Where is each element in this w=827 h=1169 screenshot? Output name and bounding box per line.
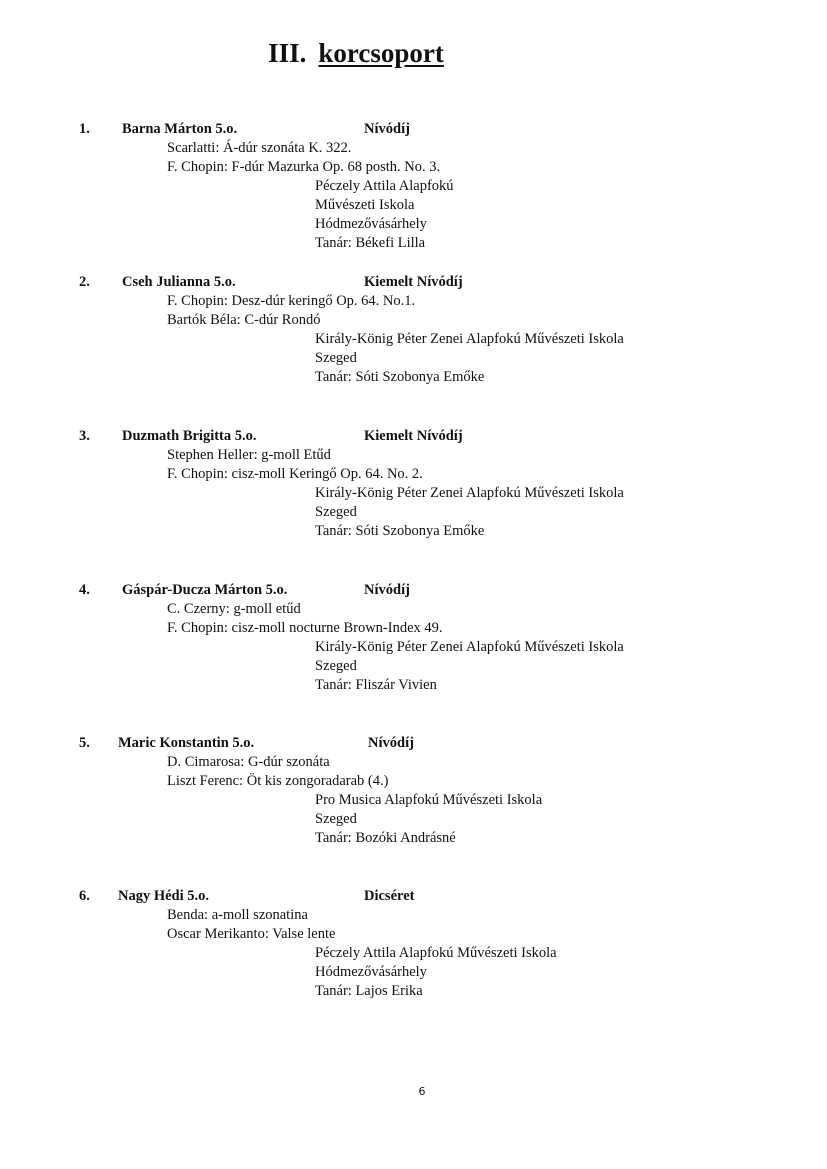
student-name: Maric Konstantin 5.o. xyxy=(118,735,255,751)
student-name: Gáspár-Ducza Márton 5.o. xyxy=(122,582,288,598)
entry-number: 1. xyxy=(79,121,90,137)
page-number: 6 xyxy=(418,1085,426,1098)
award: Kiemelt Nívódíj xyxy=(364,428,463,444)
award: Nívódíj xyxy=(364,121,410,137)
student-name: Nagy Hédi 5.o. xyxy=(118,888,210,904)
piece: Liszt Ferenc: Öt kis zongoradarab (4.) xyxy=(167,773,389,789)
school-line: Király-König Péter Zenei Alapfokú Művészeti Iskola xyxy=(315,639,624,655)
student-name: Duzmath Brigitta 5.o. xyxy=(122,428,257,444)
award: Nívódíj xyxy=(368,735,414,751)
entry-number: 4. xyxy=(79,582,90,598)
piece: Bartók Béla: C-dúr Rondó xyxy=(167,312,321,328)
school-line: Művészeti Iskola xyxy=(315,197,415,213)
group-word: korcsoport xyxy=(318,38,444,68)
piece: Oscar Merikanto: Valse lente xyxy=(167,926,336,942)
award: Nívódíj xyxy=(364,582,410,598)
piece: C. Czerny: g-moll etűd xyxy=(167,601,301,617)
teacher: Tanár: Fliszár Vivien xyxy=(315,677,437,693)
school-line: Szeged xyxy=(315,504,357,520)
group-number: III. xyxy=(268,38,307,68)
school-line: Szeged xyxy=(315,811,357,827)
school-line: Pro Musica Alapfokú Művészeti Iskola xyxy=(315,792,543,808)
teacher: Tanár: Sóti Szobonya Emőke xyxy=(315,369,485,385)
school-line: Hódmezővásárhely xyxy=(315,964,427,980)
teacher: Tanár: Békefi Lilla xyxy=(315,235,426,251)
page-title xyxy=(0,38,712,69)
school-line: Szeged xyxy=(315,658,357,674)
school-line: Szeged xyxy=(315,350,357,366)
entry-number: 5. xyxy=(79,735,90,751)
piece: F. Chopin: cisz-moll nocturne Brown-Index 49. xyxy=(167,620,443,636)
school-line: Hódmezővásárhely xyxy=(315,216,427,232)
piece: Scarlatti: Á-dúr szonáta K. 322. xyxy=(167,140,352,156)
award: Dicséret xyxy=(364,888,415,904)
teacher: Tanár: Sóti Szobonya Emőke xyxy=(315,523,485,539)
piece: F. Chopin: cisz-moll Keringő Op. 64. No. 2. xyxy=(167,466,423,482)
school-line: Király-König Péter Zenei Alapfokú Művészeti Iskola xyxy=(315,485,624,501)
piece: F. Chopin: F-dúr Mazurka Op. 68 posth. No. 3. xyxy=(167,159,441,175)
school-line: Király-König Péter Zenei Alapfokú Művészeti Iskola xyxy=(315,331,624,347)
teacher: Tanár: Bozóki Andrásné xyxy=(315,830,456,846)
student-name: Barna Márton 5.o. xyxy=(122,121,238,137)
student-name: Cseh Julianna 5.o. xyxy=(122,274,236,290)
entry-number: 2. xyxy=(79,274,90,290)
piece: Stephen Heller: g-moll Etűd xyxy=(167,447,331,463)
piece: D. Cimarosa: G-dúr szonáta xyxy=(167,754,330,770)
entry-number: 6. xyxy=(79,888,90,904)
school-line: Péczely Attila Alapfokú Művészeti Iskola xyxy=(315,945,557,961)
entry-number: 3. xyxy=(79,428,90,444)
teacher: Tanár: Lajos Erika xyxy=(315,983,423,999)
piece: Benda: a-moll szonatina xyxy=(167,907,308,923)
piece: F. Chopin: Desz-dúr keringő Op. 64. No.1. xyxy=(167,293,416,309)
award: Kiemelt Nívódíj xyxy=(364,274,463,290)
school-line: Péczely Attila Alapfokú xyxy=(315,178,454,194)
